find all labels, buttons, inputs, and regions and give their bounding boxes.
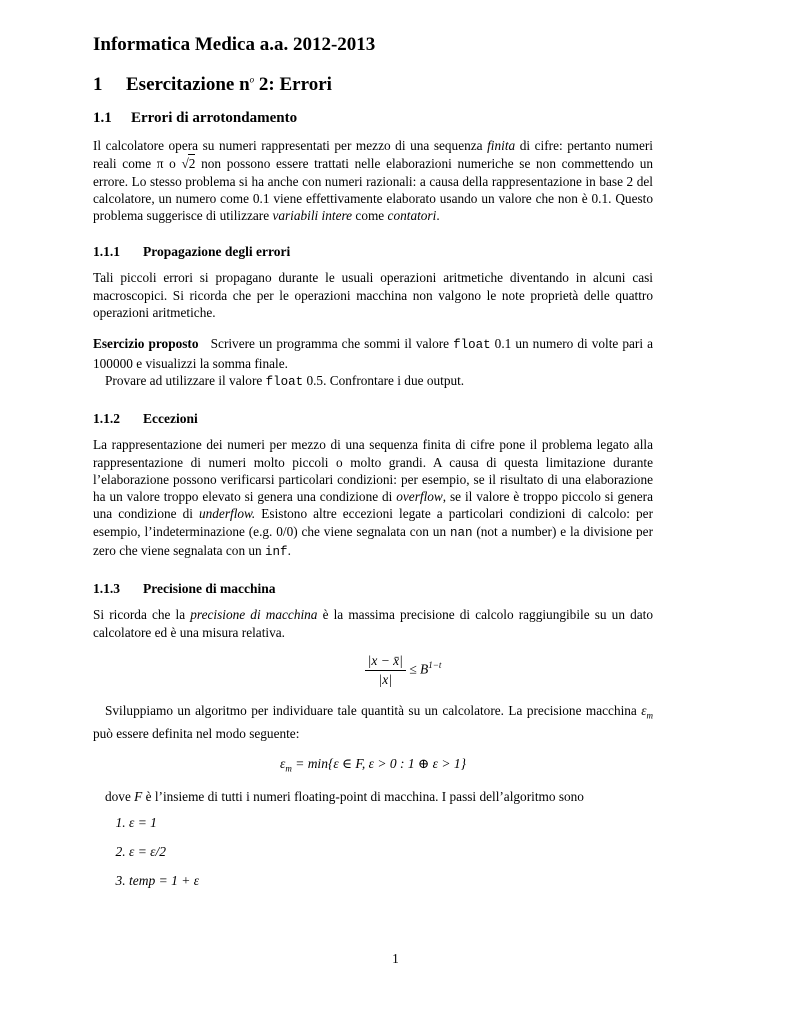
text-run: dove xyxy=(105,788,135,804)
propagation-paragraph: Tali piccoli errori si propagano durante le usuali operazioni aritmetiche diventando in alcuni casi macroscopici. Si ricorda che per le operazioni macchina non valgono le note proprietà delle quattro operazioni aritmetiche. xyxy=(93,270,653,321)
text-run: come xyxy=(352,208,388,224)
algorithm-intro-paragraph xyxy=(93,702,653,742)
document-title: Informatica Medica a.a. 2012-2013 xyxy=(93,34,376,55)
exercise-paragraph xyxy=(93,335,653,372)
text-run: (not a number) e la divisione per zero che viene segnalata con un xyxy=(93,523,653,559)
set-symbol: F xyxy=(134,788,143,804)
fraction-numerator: |x − x̄| xyxy=(365,653,406,671)
text-emphasis: variabili intere xyxy=(272,208,353,224)
epsilon-symbol: ε xyxy=(641,702,647,718)
section-title-b: 2: Errori xyxy=(254,74,332,95)
formula-exponent: 1−t xyxy=(428,660,442,671)
text-emphasis: contatori xyxy=(387,208,437,224)
precision-formula xyxy=(153,653,653,688)
code-literal: float xyxy=(265,374,304,389)
list-item: 3. temp = 1 + ε xyxy=(129,873,653,889)
text-run: , se il valore è troppo piccolo si genera una condizione di xyxy=(93,489,653,522)
sqrt-argument: 2 xyxy=(188,156,196,172)
rounding-paragraph xyxy=(93,137,653,224)
document-page xyxy=(93,34,653,902)
subsection-title: Errori di arrotondamento xyxy=(131,110,298,126)
subsubsection-title: Propagazione degli errori xyxy=(143,244,291,260)
list-item: 2. ε = ε/2 xyxy=(129,844,653,860)
algorithm-steps-intro xyxy=(93,788,653,805)
text-run: è l’insieme di tutti i numeri floating-point di macchina. I passi dell’algoritmo sono xyxy=(142,788,584,804)
code-literal: float xyxy=(453,338,491,353)
text-run: Provare ad utilizzare il valore xyxy=(105,372,266,388)
section-title-a: Esercitazione n xyxy=(126,74,250,95)
formula-rhs: = min{ε ∈ F, ε > 0 : 1 ⊕ ε > 1} xyxy=(291,756,466,772)
formula-lhs-subscript: m xyxy=(285,763,292,774)
text-run: di cifre: pertanto numeri reali come π o √ xyxy=(93,138,653,172)
subsubsection-heading xyxy=(93,244,653,260)
exceptions-paragraph xyxy=(93,436,653,561)
text-run: . xyxy=(287,543,291,559)
precision-paragraph xyxy=(93,606,653,641)
text-run: Si ricorda che la xyxy=(93,607,191,623)
page-number: 1 xyxy=(392,951,399,966)
text-run: Sviluppiamo un algoritmo per individuare tale quantità su un calcolatore. La precisione macchina xyxy=(105,702,642,718)
subsubsection-title: Precisione di macchina xyxy=(143,581,276,597)
exercise-label: Esercizio proposto xyxy=(93,336,199,352)
text-emphasis: underflow. xyxy=(198,506,256,522)
subsubsection-number: 1.1.1 xyxy=(93,244,120,260)
text-run: Il calcolatore opera su numeri rappresentati per mezzo di una sequenza xyxy=(93,138,488,153)
text-run: è la massima precisione di calcolo raggiungibile su un dato calcolatore ed è una misura relativa. xyxy=(93,607,653,640)
text-run: Esistono altre eccezioni legate a particolari condizioni di calcolo: per esempio, l’indeterminazione (e.g. 0/0) che viene segnalata con un xyxy=(93,506,653,539)
section-number: 1 xyxy=(93,74,103,95)
text-emphasis: finita xyxy=(487,138,516,153)
subsection-number: 1.1 xyxy=(93,110,112,126)
code-literal: inf xyxy=(265,545,288,560)
text-emphasis: overflow xyxy=(396,489,443,505)
algorithm-steps-list xyxy=(93,815,653,889)
formula-rhs: ≤ B xyxy=(409,661,429,677)
subsubsection-number: 1.1.3 xyxy=(93,581,120,597)
section-heading xyxy=(93,74,653,96)
text-run: 0.5. Confrontare i due output. xyxy=(303,372,465,388)
text-run: . xyxy=(436,208,440,224)
section-title-sup: o xyxy=(249,74,255,85)
text-run: non possono essere trattati nelle elaborazioni numeriche se non commettendo un errore. Lo stesso problema si ha anche con numeri razionali: a causa della rappresentazione in base 2 del calcolatore, un numero come 0.1 viene effettivamente elaborato usando un valore che non è 0.1. Questo problema suggerisce di utilizzare xyxy=(93,156,653,224)
subsection-heading xyxy=(93,110,653,127)
subsubsection-heading xyxy=(93,581,653,597)
text-run: 0.1 un numero di volte pari a 100000 e visualizzi la somma finale. xyxy=(93,336,653,371)
machine-epsilon-formula xyxy=(93,756,653,774)
text-run: La rappresentazione dei numeri per mezzo di una sequenza finita di cifre pone il problema legato alla rappresentazione di numeri molto piccoli o molto grandi. A causa di questa limitazione durante l’elaborazione possono verificarsi particolari condizioni: per esempio, se il risultato di una elaborazione ha un valore troppo elevato si genera una condizione di xyxy=(93,437,653,505)
text-run: può essere definita nel modo seguente: xyxy=(93,725,300,741)
formula-fraction xyxy=(365,653,406,688)
formula-lhs: ε xyxy=(280,756,286,772)
exercise-followup xyxy=(93,372,653,391)
subsubsection-number: 1.1.2 xyxy=(93,411,120,427)
subsubsection-heading xyxy=(93,411,653,427)
text-emphasis: precisione di macchina xyxy=(190,607,318,623)
list-item: 1. ε = 1 xyxy=(129,815,653,831)
fraction-denominator: |x| xyxy=(378,671,392,687)
epsilon-subscript: m xyxy=(646,710,653,721)
text-run: Scrivere un programma che sommi il valore xyxy=(210,336,454,352)
subsubsection-title: Eccezioni xyxy=(143,411,198,427)
code-literal: nan xyxy=(449,525,473,540)
